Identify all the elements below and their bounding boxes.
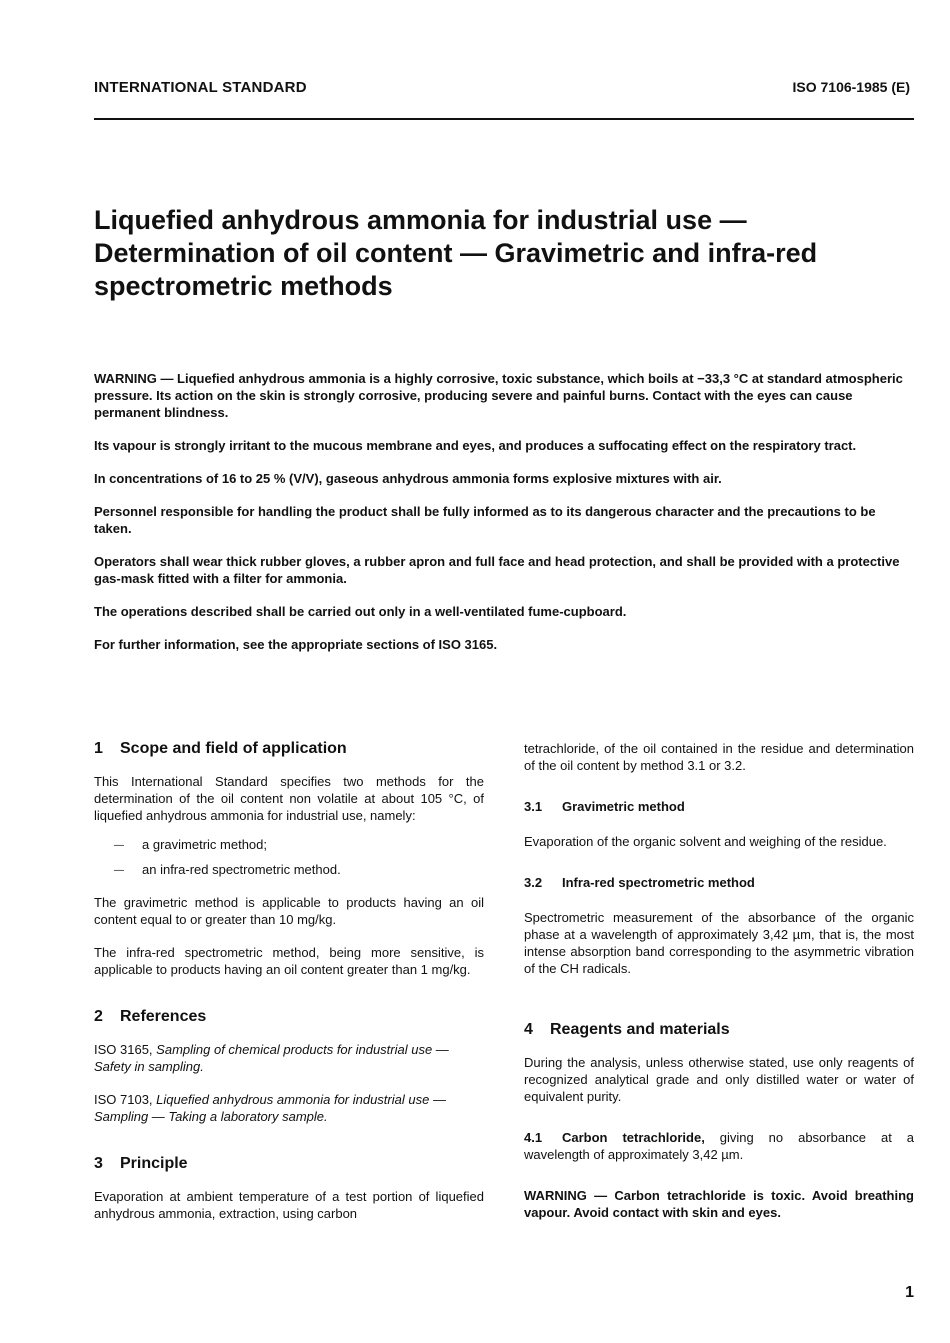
section-number: 4 — [524, 1021, 533, 1038]
subsection-title: Gravimetric method — [562, 799, 685, 814]
section-number: 2 — [94, 1008, 103, 1025]
method-list — [94, 836, 484, 878]
scope-paragraph: The gravimetric method is applicable to products having an oil content equal to or greater than 10 mg/kg. — [94, 895, 484, 927]
scope-paragraph: This International Standard specifies two methods for the determination of the oil content non volatile at about 105 °C, of liquefied anhydrous ammonia for industrial use, namely: — [94, 774, 484, 823]
warning-paragraph: In concentrations of 16 to 25 % (V/V), gaseous anhydrous ammonia forms explosive mixtures with air. — [94, 471, 722, 486]
reference-code: ISO 7103, — [94, 1092, 153, 1107]
header-document-number: ISO 7106-1985 (E) — [792, 79, 910, 95]
subsection-title: Infra-red spectrometric method — [562, 875, 755, 890]
reference-code: ISO 3165, — [94, 1042, 153, 1057]
header-divider — [94, 118, 914, 120]
reagent-name: Carbon tetrachloride, — [562, 1130, 705, 1145]
document-title: Liquefied anhydrous ammonia for industrial use — Determination of oil content — Gravimetric and infra-red spectrometric methods — [94, 205, 818, 301]
section-title: References — [120, 1008, 207, 1025]
principle-paragraph: Evaporation at ambient temperature of a test portion of liquefied anhydrous ammonia, extraction, using carbon — [94, 1189, 484, 1221]
page-number: 1 — [905, 1284, 914, 1301]
header-standard-type: INTERNATIONAL STANDARD — [94, 79, 307, 96]
section-heading-scope — [94, 740, 484, 757]
warning-paragraph: Operators shall wear thick rubber gloves, a rubber apron and full face and head protection, and shall be provided with a protective gas-mask fitted with a filter for ammonia. — [94, 554, 900, 586]
subsection-number: 3.1 — [524, 799, 543, 814]
reference-title: Sampling of chemical products for industrial use — Safety in sampling. — [94, 1042, 449, 1074]
section-title: Principle — [120, 1155, 188, 1172]
reagent-item — [524, 1129, 914, 1163]
right-column — [524, 740, 914, 1221]
reagent-description: giving no absorbance at a wavelength of approximately 3,42 µm. — [524, 1130, 914, 1162]
section-heading-principle — [94, 1155, 484, 1172]
reagents-paragraph: During the analysis, unless otherwise stated, use only reagents of recognized analytical grade and only distilled water or water of equivalent purity. — [524, 1055, 914, 1104]
reference-item — [94, 1041, 484, 1075]
reagent-warning: WARNING — Carbon tetrachloride is toxic. Avoid breathing vapour. Avoid contact with skin and eyes. — [524, 1188, 914, 1220]
infrared-paragraph: Spectrometric measurement of the absorbance of the organic phase at a wavelength of approximately 3,42 µm, that is, the most intense absorption band corresponding to the asymmetric vibration of the CH radicals. — [524, 910, 914, 976]
scope-paragraph: The infra-red spectrometric method, being more sensitive, is applicable to products having an oil content greater than 1 mg/kg. — [94, 945, 484, 977]
section-number: 3 — [94, 1155, 103, 1172]
warning-paragraph: WARNING — Liquefied anhydrous ammonia is a highly corrosive, toxic substance, which boils at −33,3 °C at standard atmospheric pressure. Its action on the skin is strongly corrosive, producing severe and painful burns. Contact with the eyes can cause permanent blindness. — [94, 371, 903, 420]
warning-block — [94, 370, 914, 669]
reference-item — [94, 1091, 484, 1125]
reference-title: Liquefied anhydrous ammonia for industrial use — Sampling — Taking a laboratory sample. — [94, 1092, 446, 1124]
principle-paragraph-continued: tetrachloride, of the oil contained in the residue and determination of the oil content by method 3.1 or 3.2. — [524, 741, 914, 773]
warning-paragraph: Personnel responsible for handling the product shall be fully informed as to its dangerous character and the precautions to be taken. — [94, 504, 876, 536]
section-heading-references — [94, 1008, 484, 1025]
list-item: — a gravimetric method; — [94, 836, 484, 853]
section-title: Reagents and materials — [550, 1021, 730, 1038]
subsection-number: 3.2 — [524, 875, 543, 890]
section-heading-reagents — [524, 1021, 914, 1038]
left-column — [94, 740, 484, 1222]
subsection-heading-infrared — [524, 874, 914, 891]
warning-paragraph: The operations described shall be carried out only in a well-ventilated fume-cupboard. — [94, 604, 627, 619]
subsection-heading-gravimetric — [524, 798, 914, 815]
gravimetric-paragraph: Evaporation of the organic solvent and weighing of the residue. — [524, 834, 887, 849]
warning-paragraph: For further information, see the appropriate sections of ISO 3165. — [94, 637, 498, 652]
section-number: 1 — [94, 740, 103, 757]
subsection-number: 4.1 — [524, 1130, 543, 1145]
warning-paragraph: Its vapour is strongly irritant to the mucous membrane and eyes, and produces a suffocating effect on the respiratory tract. — [94, 438, 857, 453]
section-title: Scope and field of application — [120, 740, 347, 757]
list-item: — an infra-red spectrometric method. — [94, 861, 484, 878]
